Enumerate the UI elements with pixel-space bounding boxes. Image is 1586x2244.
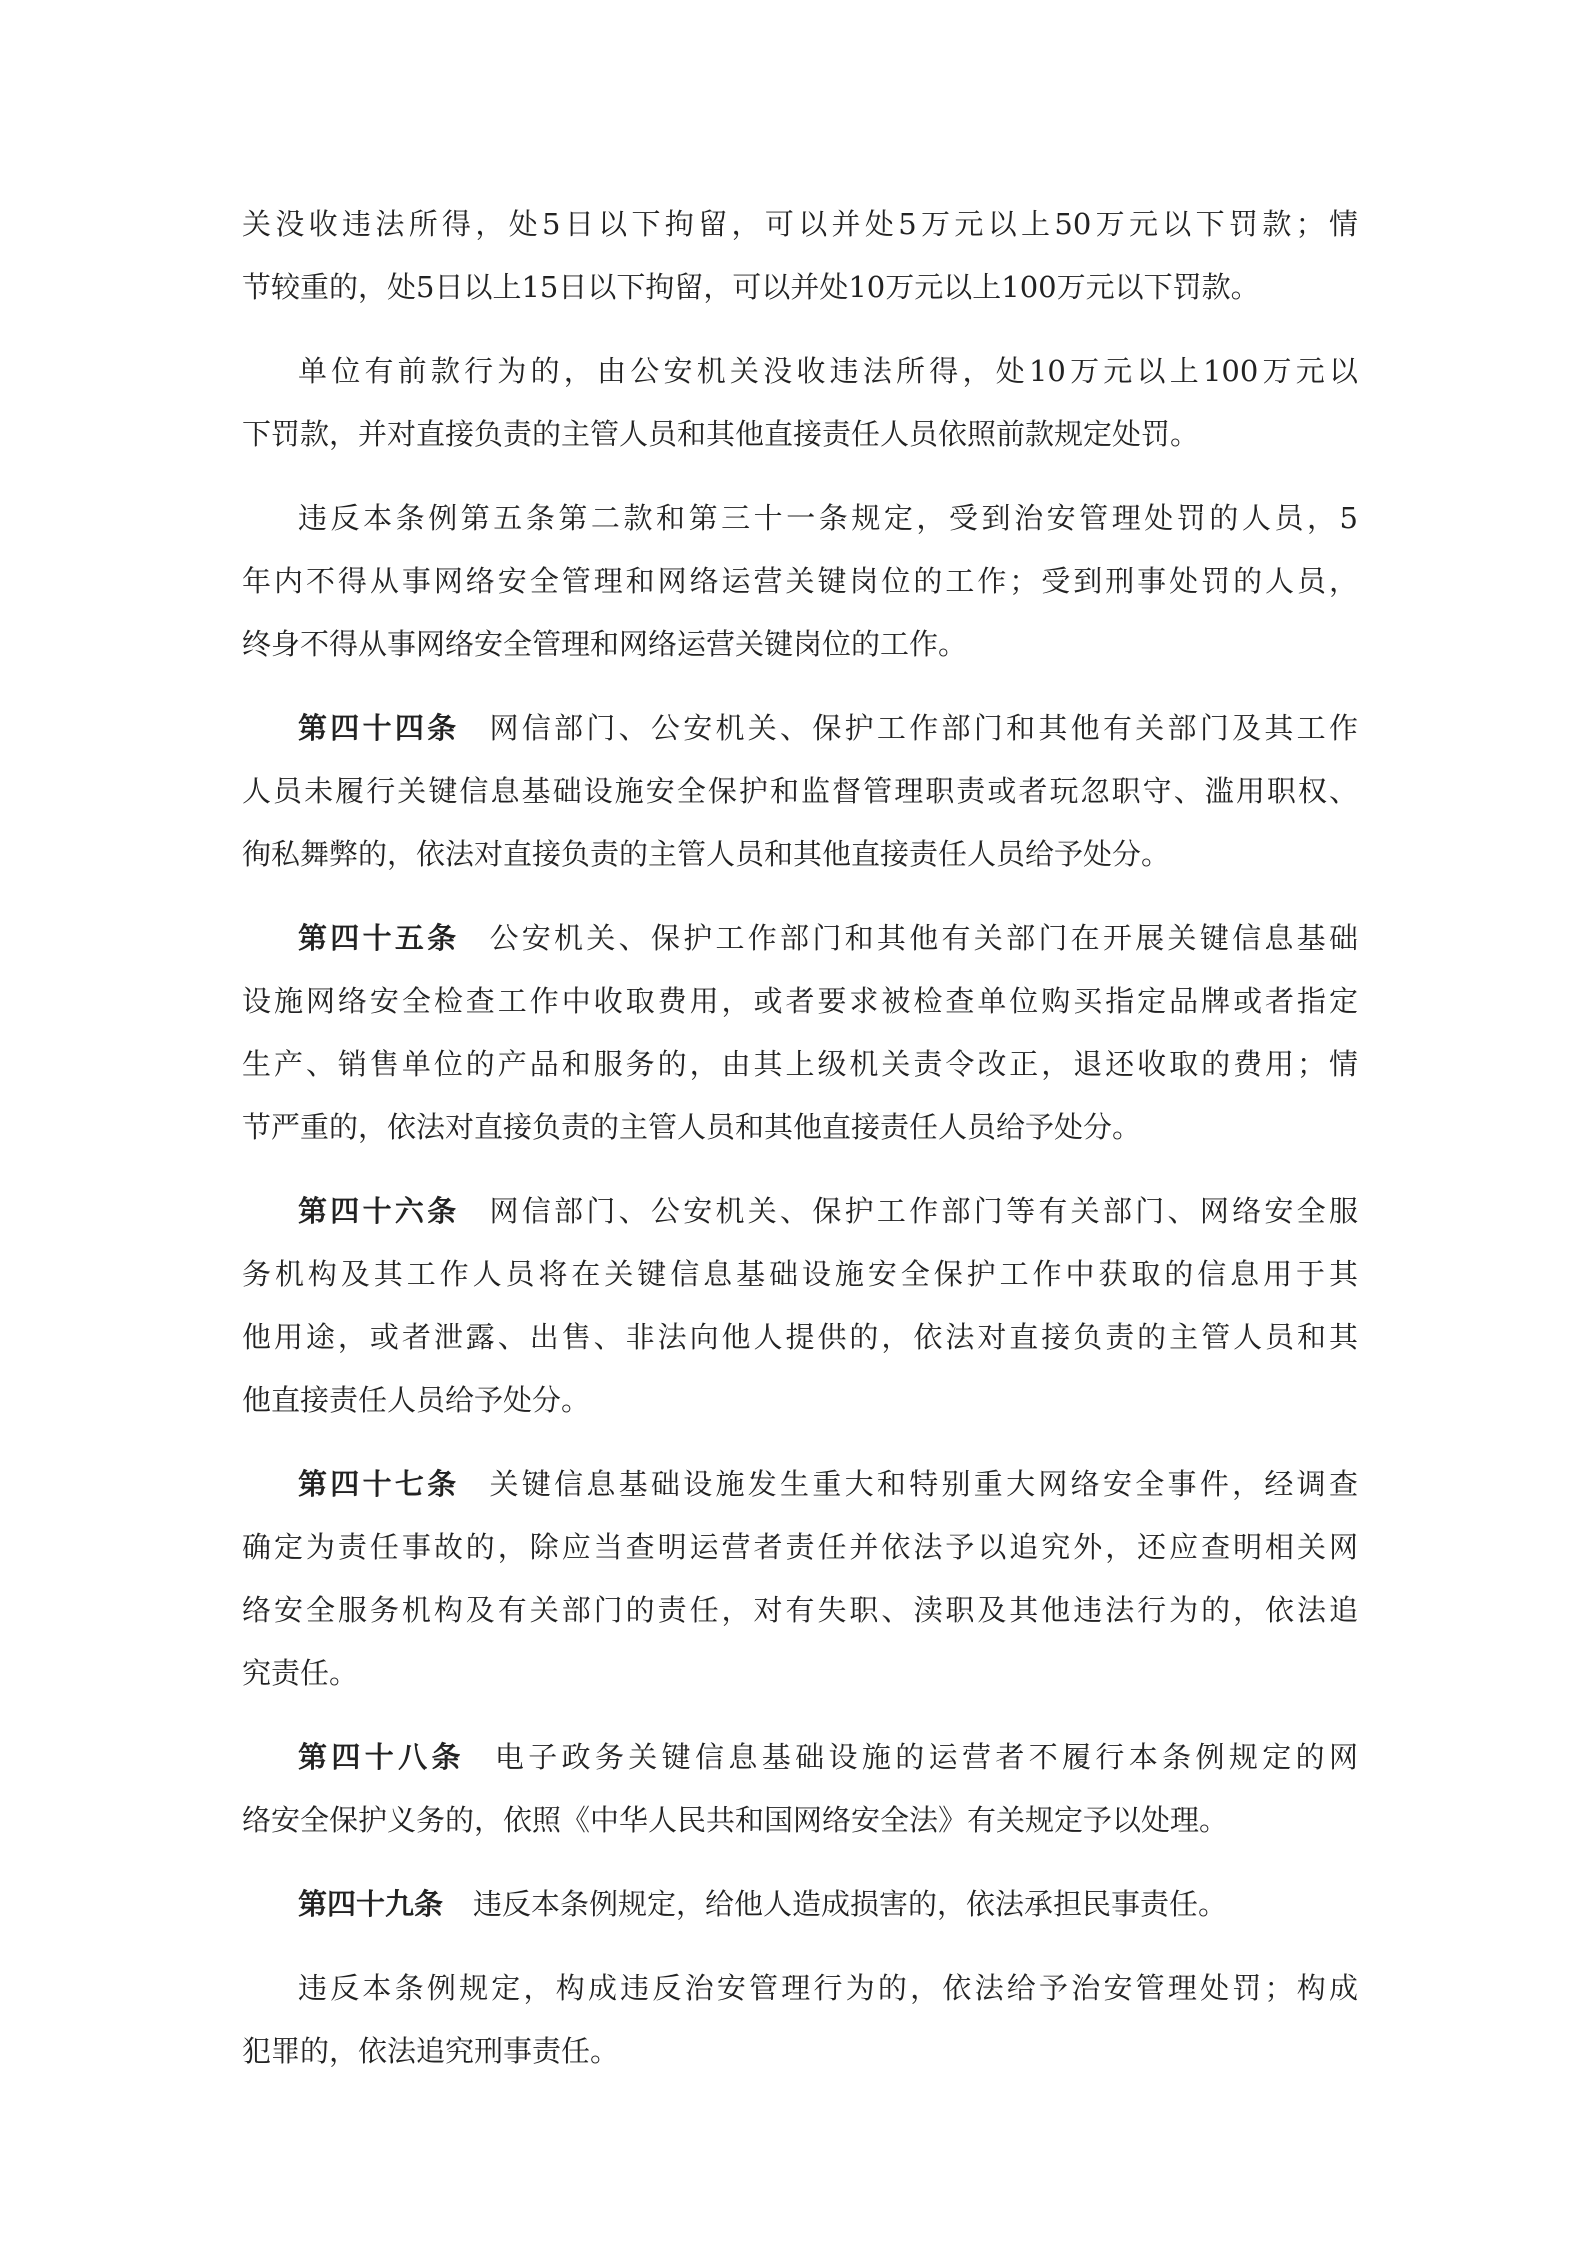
article-paragraph bbox=[242, 1726, 1358, 1852]
paragraph bbox=[242, 340, 1358, 466]
line-text: 关键信息基础设施发生重大和特别重大网络安全事件，经调查 bbox=[489, 1467, 1358, 1501]
line-text: 单位有前款行为的，由公安机关没收违法所得，处10万元以上100万元以 bbox=[298, 354, 1358, 388]
article-heading: 第四十五条 bbox=[298, 921, 460, 955]
line-text: 网信部门、公安机关、保护工作部门等有关部门、网络安全服 bbox=[489, 1194, 1358, 1228]
text-line bbox=[242, 907, 1358, 970]
article-paragraph bbox=[242, 907, 1358, 1159]
text-line bbox=[242, 1579, 1358, 1642]
line-text: 下罚款，并对直接负责的主管人员和其他直接责任人员依照前款规定处罚。 bbox=[242, 417, 1200, 451]
article-heading: 第四十四条 bbox=[298, 711, 460, 745]
text-line bbox=[242, 1033, 1358, 1096]
line-text: 络安全服务机构及有关部门的责任，对有失职、渎职及其他违法行为的，依法追 bbox=[242, 1593, 1358, 1627]
text-line bbox=[242, 1453, 1358, 1516]
paragraph bbox=[242, 193, 1358, 319]
document-page bbox=[242, 193, 1358, 2104]
line-text: 徇私舞弊的，依法对直接负责的主管人员和其他直接责任人员给予处分。 bbox=[242, 837, 1171, 871]
paragraph bbox=[242, 1957, 1358, 2083]
text-line bbox=[242, 1096, 1358, 1159]
article-paragraph bbox=[242, 697, 1358, 886]
article-paragraph bbox=[242, 1873, 1358, 1936]
text-line bbox=[242, 487, 1358, 550]
text-line bbox=[242, 340, 1358, 403]
text-line bbox=[242, 193, 1358, 256]
text-line bbox=[242, 1957, 1358, 2020]
line-text: 公安机关、保护工作部门和其他有关部门在开展关键信息基础 bbox=[489, 921, 1358, 955]
line-text: 他用途，或者泄露、出售、非法向他人提供的，依法对直接负责的主管人员和其 bbox=[242, 1320, 1358, 1354]
article-heading: 第四十九条 bbox=[298, 1887, 444, 1921]
line-text: 违反本条例规定，构成违反治安管理行为的，依法给予治安管理处罚；构成 bbox=[298, 1971, 1358, 2005]
line-text: 络安全保护义务的，依照《中华人民共和国网络安全法》有关规定予以处理。 bbox=[242, 1803, 1229, 1837]
article-heading: 第四十八条 bbox=[298, 1740, 465, 1774]
text-line bbox=[242, 256, 1358, 319]
text-line bbox=[242, 403, 1358, 466]
line-text: 电子政务关键信息基础设施的运营者不履行本条例规定的网 bbox=[494, 1740, 1358, 1774]
line-text: 违反本条例规定，给他人造成损害的，依法承担民事责任。 bbox=[473, 1887, 1228, 1921]
line-text: 人员未履行关键信息基础设施安全保护和监督管理职责或者玩忽职守、滥用职权、 bbox=[242, 774, 1358, 808]
text-line bbox=[242, 1180, 1358, 1243]
line-text: 设施网络安全检查工作中收取费用，或者要求被检查单位购买指定品牌或者指定 bbox=[242, 984, 1358, 1018]
line-text: 生产、销售单位的产品和服务的，由其上级机关责令改正，退还收取的费用；情 bbox=[242, 1047, 1358, 1081]
text-line bbox=[242, 1516, 1358, 1579]
article-paragraph bbox=[242, 1453, 1358, 1705]
line-text: 违反本条例第五条第二款和第三十一条规定，受到治安管理处罚的人员，5 bbox=[298, 501, 1358, 535]
line-text: 节较重的，处5日以上15日以下拘留，可以并处10万元以上100万元以下罚款。 bbox=[242, 270, 1260, 304]
article-paragraph bbox=[242, 1180, 1358, 1432]
text-line bbox=[242, 823, 1358, 886]
line-text: 究责任。 bbox=[242, 1656, 359, 1690]
line-text: 务机构及其工作人员将在关键信息基础设施安全保护工作中获取的信息用于其 bbox=[242, 1257, 1358, 1291]
line-text: 犯罪的，依法追究刑事责任。 bbox=[242, 2034, 620, 2068]
line-text: 节严重的，依法对直接负责的主管人员和其他直接责任人员给予处分。 bbox=[242, 1110, 1142, 1144]
text-line bbox=[242, 697, 1358, 760]
text-line bbox=[242, 1726, 1358, 1789]
article-heading: 第四十六条 bbox=[298, 1194, 460, 1228]
text-line bbox=[242, 1243, 1358, 1306]
text-line bbox=[242, 970, 1358, 1033]
text-line bbox=[242, 760, 1358, 823]
line-text: 网信部门、公安机关、保护工作部门和其他有关部门及其工作 bbox=[489, 711, 1358, 745]
line-text: 年内不得从事网络安全管理和网络运营关键岗位的工作；受到刑事处罚的人员， bbox=[242, 564, 1358, 598]
text-line bbox=[242, 1873, 1358, 1936]
text-line bbox=[242, 1369, 1358, 1432]
line-text: 关没收违法所得，处5日以下拘留，可以并处5万元以上50万元以下罚款；情 bbox=[242, 207, 1358, 241]
line-text: 确定为责任事故的，除应当查明运营者责任并依法予以追究外，还应查明相关网 bbox=[242, 1530, 1358, 1564]
line-text: 终身不得从事网络安全管理和网络运营关键岗位的工作。 bbox=[242, 627, 968, 661]
paragraph bbox=[242, 487, 1358, 676]
article-heading: 第四十七条 bbox=[298, 1467, 460, 1501]
text-line bbox=[242, 2020, 1358, 2083]
text-line bbox=[242, 1642, 1358, 1705]
text-line bbox=[242, 1306, 1358, 1369]
line-text: 他直接责任人员给予处分。 bbox=[242, 1383, 591, 1417]
text-line bbox=[242, 1789, 1358, 1852]
text-line bbox=[242, 550, 1358, 613]
text-line bbox=[242, 613, 1358, 676]
